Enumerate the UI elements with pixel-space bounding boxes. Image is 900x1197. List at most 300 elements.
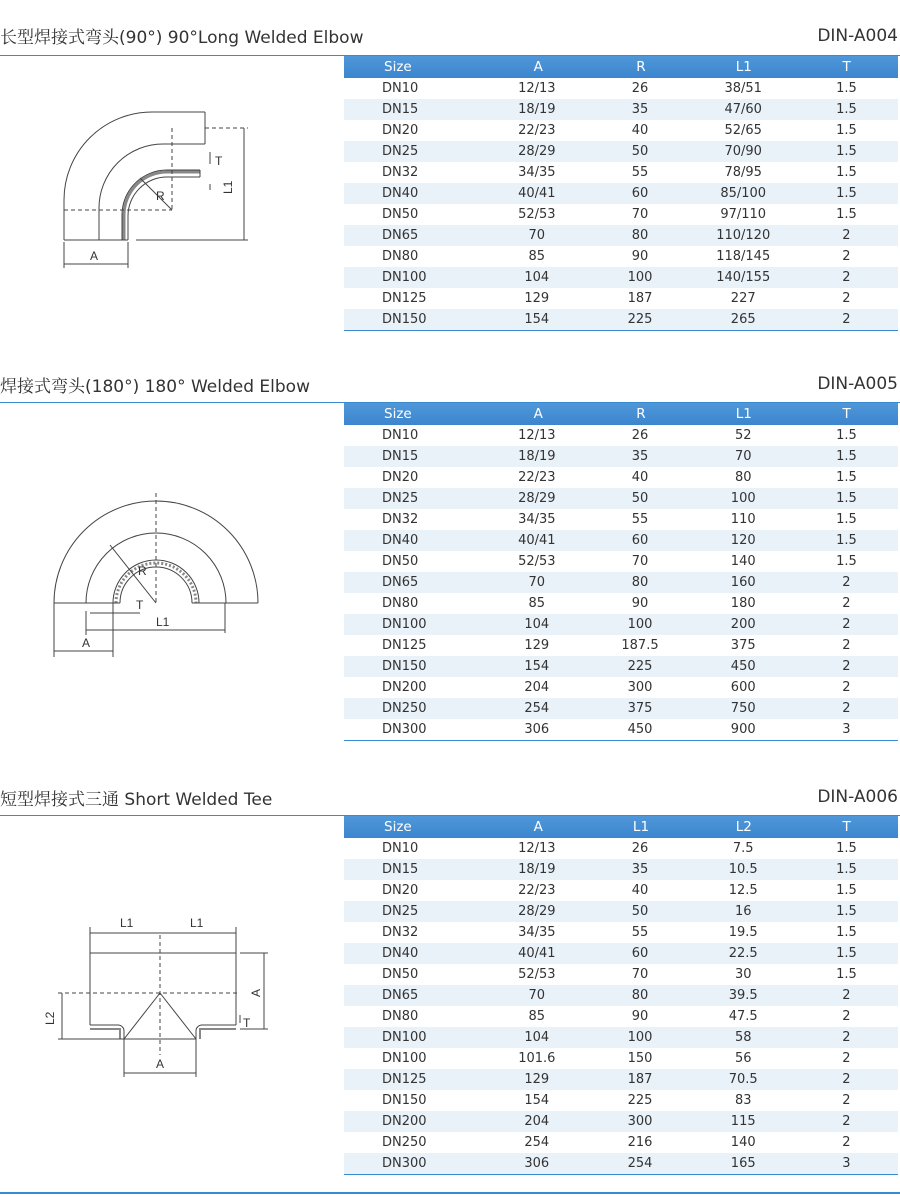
table-cell: 254 [627,1156,653,1171]
table-bottom-rule [344,740,898,741]
table-row [344,288,898,309]
table-row [344,141,898,162]
table-cell: DN100 [382,270,427,285]
table-cell: 2 [842,659,851,674]
diagram-l1-label: L1 [221,180,235,194]
table-cell: 1.5 [836,554,857,569]
table-cell: 58 [734,1030,752,1045]
diagram-l1-left-label: L1 [120,916,134,930]
table-cell: DN125 [382,291,427,306]
table-cell: 26 [631,841,649,856]
table-cell: 18/19 [518,102,556,117]
table-row [344,1048,898,1069]
table-cell: 1.5 [836,102,857,117]
table-cell: 80 [631,228,649,243]
diagram-a-right-label: A [249,988,263,997]
table-cell: 35 [631,102,649,117]
table-cell: 35 [631,449,649,464]
table-cell: DN25 [382,491,419,506]
table-cell: DN200 [382,1114,427,1129]
table-cell: 47/60 [724,102,762,117]
column-header: A [533,59,543,75]
table-cell: 56 [734,1051,752,1066]
table-cell: 26 [631,428,649,443]
table-cell: DN25 [382,144,419,159]
table-cell: 204 [524,680,550,695]
table-cell: 38/51 [724,81,762,96]
table-cell: 118/145 [716,249,771,264]
table-cell: 1.5 [836,81,857,96]
table-cell: 70 [631,554,649,569]
column-header: T [842,819,851,835]
table-row [344,1111,898,1132]
diagram-t-label: T [243,1016,251,1030]
table-cell: 110 [730,512,756,527]
table-cell: DN200 [382,680,427,695]
diagram-l2-label: L2 [43,1011,57,1025]
table-cell: DN32 [382,925,419,940]
table-cell: 1.5 [836,144,857,159]
section-1-code: DIN-A004 [817,26,898,46]
table-cell: 12/13 [518,81,556,96]
table-cell: 55 [631,512,649,527]
diagram-t-label: T [215,154,223,168]
table-cell: 97/110 [720,207,767,222]
table-cell: 100 [627,617,653,632]
table-cell: DN15 [382,862,419,877]
table-cell: 1.5 [836,925,857,940]
diagram-a-label: A [90,249,99,263]
table-cell: DN10 [382,428,419,443]
table-cell: 34/35 [518,925,556,940]
table-row [344,880,898,901]
table-cell: 180 [730,596,756,611]
table-cell: 70 [631,967,649,982]
table-row [344,901,898,922]
table-cell: 2 [842,249,851,264]
table-row [344,425,898,446]
table-cell: 28/29 [518,904,556,919]
diagram-a-label: A [82,636,91,650]
table-cell: DN80 [382,596,419,611]
diagram-a-bottom-label: A [156,1057,165,1071]
table-cell: 204 [524,1114,550,1129]
table-row [344,943,898,964]
table-cell: 47.5 [728,1009,758,1024]
table-row [344,509,898,530]
diagram-t-label: T [136,598,144,612]
table-row [344,985,898,1006]
table-cell: 22/23 [518,883,556,898]
table-cell: 2 [842,638,851,653]
table-cell: 50 [631,144,649,159]
table-cell: 85/100 [720,186,767,201]
table-cell: DN40 [382,946,419,961]
table-cell: 154 [524,1093,550,1108]
table-cell: 150 [627,1051,653,1066]
table-cell: 1.5 [836,946,857,961]
column-header: L2 [735,819,752,835]
table-cell: 80 [631,575,649,590]
table-cell: 55 [631,165,649,180]
table-row [344,1153,898,1174]
table-cell: 90 [631,1009,649,1024]
table-cell: 2 [842,270,851,285]
table-cell: 22.5 [728,946,758,961]
table-cell: 34/35 [518,512,556,527]
table-cell: 140 [730,1135,756,1150]
table-cell: 40/41 [518,946,556,961]
table-cell: 2 [842,228,851,243]
table-cell: DN20 [382,883,419,898]
table-row [344,719,898,740]
table-cell: DN250 [382,1135,427,1150]
table-cell: 85 [528,596,546,611]
table-cell: 12/13 [518,428,556,443]
table-cell: 52 [734,428,752,443]
table-cell: 375 [730,638,756,653]
table-cell: 2 [842,1135,851,1150]
table-cell: 52/53 [518,967,556,982]
table-cell: 300 [627,680,653,695]
table-cell: 16 [734,904,752,919]
table-cell: DN40 [382,186,419,201]
table-cell: 154 [524,659,550,674]
section-2-code: DIN-A005 [817,374,898,394]
table-cell: 165 [730,1156,756,1171]
table-row [344,572,898,593]
table-row [344,635,898,656]
table-cell: DN15 [382,449,419,464]
column-header: T [842,406,851,422]
column-header: L1 [735,59,752,75]
table-cell: DN250 [382,701,427,716]
diagram-l1-right-label: L1 [190,916,204,930]
table-cell: 225 [627,659,653,674]
table-cell: 52/53 [518,554,556,569]
table-cell: 90 [631,249,649,264]
table-cell: 3 [842,722,851,737]
section-2-title: 焊接式弯头(180°) 180° Welded Elbow [0,377,310,397]
table-cell: 85 [528,249,546,264]
table-cell: 110/120 [716,228,771,243]
table-cell: 55 [631,925,649,940]
column-header: L1 [632,819,650,835]
table-cell: 70 [528,228,546,243]
table-header [344,816,898,838]
table-cell: 300 [627,1114,653,1129]
table-cell: 26 [631,81,649,96]
table-cell: 1.5 [836,883,857,898]
table-cell: 10.5 [728,862,758,877]
table-cell: DN100 [382,1030,427,1045]
table-row [344,922,898,943]
table-cell: 39.5 [728,988,758,1003]
table-cell: DN150 [382,312,427,327]
table-cell: 1.5 [836,533,857,548]
section-3-table [344,816,898,1175]
table-cell: DN50 [382,207,419,222]
table-row [344,1132,898,1153]
table-bottom-rule [344,330,898,331]
table-cell: 78/95 [724,165,762,180]
column-header: T [842,59,851,75]
table-row [344,309,898,330]
table-cell: 18/19 [518,449,556,464]
column-header: Size [384,59,412,75]
table-cell: 750 [730,701,756,716]
table-cell: DN20 [382,470,419,485]
table-cell: 227 [730,291,756,306]
tee-diagram [40,905,280,1080]
table-cell: 306 [524,722,550,737]
table-cell: 1.5 [836,491,857,506]
table-cell: 3 [842,1156,851,1171]
table-row [344,225,898,246]
table-cell: DN32 [382,512,419,527]
table-cell: 70 [631,207,649,222]
table-cell: 80 [734,470,752,485]
table-cell: 265 [730,312,756,327]
table-cell: 100 [627,270,653,285]
table-cell: 160 [730,575,756,590]
table-cell: 1.5 [836,207,857,222]
column-header: A [533,406,543,422]
table-cell: 216 [627,1135,653,1150]
table-cell: DN80 [382,1009,419,1024]
table-row [344,78,898,99]
table-cell: 140 [730,554,756,569]
table-cell: 50 [631,491,649,506]
elbow-180-diagram [40,485,270,665]
section-1-title: 长型焊接式弯头(90°) 90°Long Welded Elbow [0,28,364,48]
table-cell: 1.5 [836,449,857,464]
diagram-l1-label: L1 [156,615,170,629]
table-cell: 70/90 [724,144,762,159]
column-header: Size [384,819,412,835]
table-cell: 115 [730,1114,756,1129]
table-cell: 22/23 [518,470,556,485]
table-row [344,99,898,120]
table-cell: 12.5 [728,883,758,898]
table-row [344,593,898,614]
table-cell: DN50 [382,554,419,569]
table-cell: DN10 [382,841,419,856]
table-cell: 187 [627,1072,653,1087]
table-cell: DN150 [382,1093,427,1108]
table-cell: DN20 [382,123,419,138]
table-cell: 40/41 [518,533,556,548]
table-cell: 2 [842,617,851,632]
page-bottom-rule [0,1192,900,1194]
table-cell: DN15 [382,102,419,117]
section-3-code: DIN-A006 [817,787,898,807]
table-cell: DN65 [382,988,419,1003]
table-cell: 450 [730,659,756,674]
section-3-title: 短型焊接式三通 Short Welded Tee [0,790,273,810]
table-cell: 104 [524,617,550,632]
table-row [344,162,898,183]
table-cell: 52/65 [724,123,762,138]
table-cell: DN300 [382,1156,427,1171]
table-cell: 104 [524,1030,550,1045]
table-cell: 80 [631,988,649,1003]
table-cell: 12/13 [518,841,556,856]
table-cell: 225 [627,312,653,327]
table-row [344,183,898,204]
table-cell: 254 [524,701,550,716]
table-cell: 2 [842,596,851,611]
table-row [344,859,898,880]
column-header: L1 [735,406,752,422]
table-cell: 52/53 [518,207,556,222]
table-cell: DN25 [382,904,419,919]
table-cell: 100 [730,491,756,506]
table-row [344,677,898,698]
table-cell: DN10 [382,81,419,96]
table-cell: 2 [842,1072,851,1087]
column-header: Size [384,406,412,422]
table-cell: DN125 [382,638,427,653]
table-cell: DN125 [382,1072,427,1087]
table-row [344,267,898,288]
table-row [344,446,898,467]
table-row [344,488,898,509]
table-row [344,1006,898,1027]
table-cell: DN150 [382,659,427,674]
table-cell: 2 [842,680,851,695]
table-cell: 100 [627,1030,653,1045]
table-bottom-rule [344,1174,898,1175]
table-cell: 60 [631,946,649,961]
table-row [344,614,898,635]
table-cell: 2 [842,1114,851,1129]
table-cell: DN50 [382,967,419,982]
table-cell: 129 [524,291,550,306]
table-header [344,56,898,78]
table-cell: 2 [842,1051,851,1066]
table-cell: 2 [842,1093,851,1108]
table-row [344,838,898,859]
table-cell: 101.6 [518,1051,556,1066]
table-cell: 28/29 [518,144,556,159]
table-cell: 187.5 [621,638,659,653]
table-cell: 1.5 [836,470,857,485]
table-row [344,656,898,677]
table-cell: 70 [734,449,752,464]
table-cell: 1.5 [836,967,857,982]
table-cell: 104 [524,270,550,285]
table-cell: 2 [842,291,851,306]
table-cell: 1.5 [836,841,857,856]
column-header: A [533,819,543,835]
table-row [344,964,898,985]
table-cell: 70.5 [728,1072,758,1087]
section-2-table [344,403,898,741]
table-cell: 1.5 [836,512,857,527]
column-header: R [636,406,646,422]
table-cell: 2 [842,701,851,716]
table-cell: 1.5 [836,862,857,877]
column-header: R [636,59,646,75]
table-cell: 60 [631,186,649,201]
table-cell: 70 [528,575,546,590]
table-cell: 90 [631,596,649,611]
table-cell: 85 [528,1009,546,1024]
table-cell: 60 [631,533,649,548]
table-cell: 50 [631,904,649,919]
table-cell: 2 [842,988,851,1003]
table-cell: 1.5 [836,123,857,138]
table-cell: 140/155 [716,270,771,285]
table-row [344,551,898,572]
table-cell: DN40 [382,533,419,548]
table-cell: 2 [842,312,851,327]
table-cell: DN65 [382,575,419,590]
table-cell: 70 [528,988,546,1003]
table-cell: 18/19 [518,862,556,877]
diagram-r-label: R [156,189,165,203]
table-cell: 900 [730,722,756,737]
elbow-90-diagram [40,90,270,280]
table-cell: 40 [631,470,649,485]
table-cell: 28/29 [518,491,556,506]
table-cell: DN100 [382,617,427,632]
table-cell: 40/41 [518,186,556,201]
table-row [344,204,898,225]
table-header [344,403,898,425]
table-cell: 600 [730,680,756,695]
table-cell: 1.5 [836,165,857,180]
table-cell: 129 [524,638,550,653]
table-cell: 40 [631,883,649,898]
table-cell: 154 [524,312,550,327]
table-cell: 19.5 [728,925,758,940]
table-row [344,1069,898,1090]
table-cell: 7.5 [732,841,754,856]
table-cell: 200 [730,617,756,632]
table-cell: 375 [627,701,653,716]
section-1-table [344,56,898,331]
table-cell: 306 [524,1156,550,1171]
table-row [344,246,898,267]
table-row [344,1027,898,1048]
table-cell: DN300 [382,722,427,737]
table-cell: 129 [524,1072,550,1087]
table-cell: 30 [734,967,752,982]
table-cell: DN32 [382,165,419,180]
table-cell: 2 [842,575,851,590]
table-cell: 40 [631,123,649,138]
table-row [344,1090,898,1111]
table-cell: 2 [842,1009,851,1024]
table-cell: 120 [730,533,756,548]
table-row [344,467,898,488]
table-cell: 187 [627,291,653,306]
table-cell: DN65 [382,228,419,243]
table-cell: 254 [524,1135,550,1150]
table-cell: 1.5 [836,904,857,919]
table-cell: 1.5 [836,428,857,443]
table-row [344,530,898,551]
table-row [344,120,898,141]
table-cell: 2 [842,1030,851,1045]
table-cell: DN80 [382,249,419,264]
table-row [344,698,898,719]
table-cell: 83 [734,1093,752,1108]
table-cell: 225 [627,1093,653,1108]
table-cell: 35 [631,862,649,877]
